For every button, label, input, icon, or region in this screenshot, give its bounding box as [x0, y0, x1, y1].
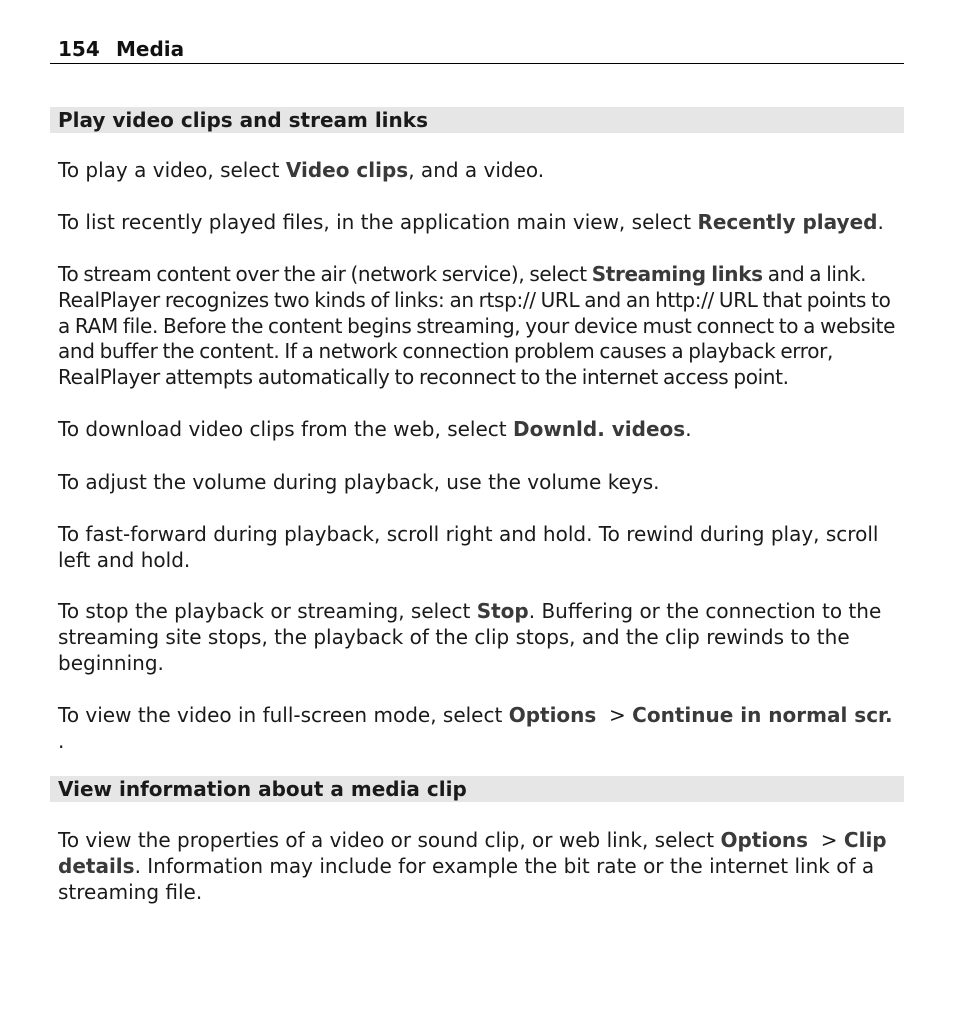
ui-term-streaming-links: Streaming links	[591, 262, 763, 286]
paragraph-fast-forward	[58, 522, 904, 574]
ui-term-video-clips: Video clips	[285, 158, 409, 182]
text: .	[58, 728, 65, 753]
paragraph-recently-played	[58, 210, 904, 236]
section-title: View information about a media clip	[58, 777, 467, 801]
paragraph-streaming	[58, 262, 904, 391]
text: To list recently played files, in the application main view, select	[58, 210, 698, 234]
text: , and a video.	[408, 158, 545, 182]
section-title: Play video clips and stream links	[58, 108, 428, 132]
page-number: 154	[58, 37, 100, 61]
paragraph-play-video	[58, 158, 904, 184]
text: To view the video in full-screen mode, select	[58, 703, 509, 727]
text: To view the properties of a video or sound clip, or web link, select	[58, 828, 721, 852]
paragraph-volume	[58, 470, 904, 496]
text: To download video clips from the web, select	[58, 417, 513, 441]
text: and a link. RealPlayer recognizes two kinds of links: an rtsp:// URL and an http:// URL that points to a RAM file. Before the content begins streaming, your device must connect to a website and buffer the content. If a network connection problem causes a playback error, RealPlayer attempts automatically to reconnect to the internet access point.	[58, 262, 896, 390]
text: To stop the playback or streaming, select	[58, 599, 477, 623]
text: To stream content over the air (network service), select	[58, 262, 592, 286]
ui-term-recently-played: Recently played	[697, 210, 878, 234]
running-header	[50, 36, 904, 64]
chapter-title: Media	[116, 37, 185, 61]
paragraph-stop	[58, 599, 904, 676]
text: . Buffering or the connection to the streaming site stops, the playback of the clip stops, and the clip rewinds to the beginning.	[58, 599, 882, 675]
text: To adjust the volume during playback, use the volume keys.	[58, 470, 660, 494]
ui-term-clip-details: Clip details	[58, 828, 887, 878]
text: .	[685, 417, 692, 441]
ui-term-stop: Stop	[476, 599, 529, 623]
paragraph-full-screen	[58, 703, 904, 755]
paragraph-clip-details	[58, 828, 904, 905]
section-heading-media-info	[50, 776, 904, 802]
text: To play a video, select	[58, 158, 286, 182]
ui-term-continue-normal: Continue in normal scr.	[632, 703, 893, 727]
ui-term-downld-videos: Downld. videos	[512, 417, 686, 441]
text: >	[596, 703, 633, 727]
text: .	[877, 210, 884, 234]
text: >	[808, 828, 844, 852]
ui-term-options: Options	[720, 828, 809, 852]
text: To fast-forward during playback, scroll right and hold. To rewind during play, scroll left and hold.	[58, 522, 879, 572]
ui-term-options: Options	[508, 703, 597, 727]
section-heading-play-video	[50, 107, 904, 133]
text: . Information may include for example the bit rate or the internet link of a streaming file.	[58, 853, 875, 904]
paragraph-download	[58, 417, 904, 443]
